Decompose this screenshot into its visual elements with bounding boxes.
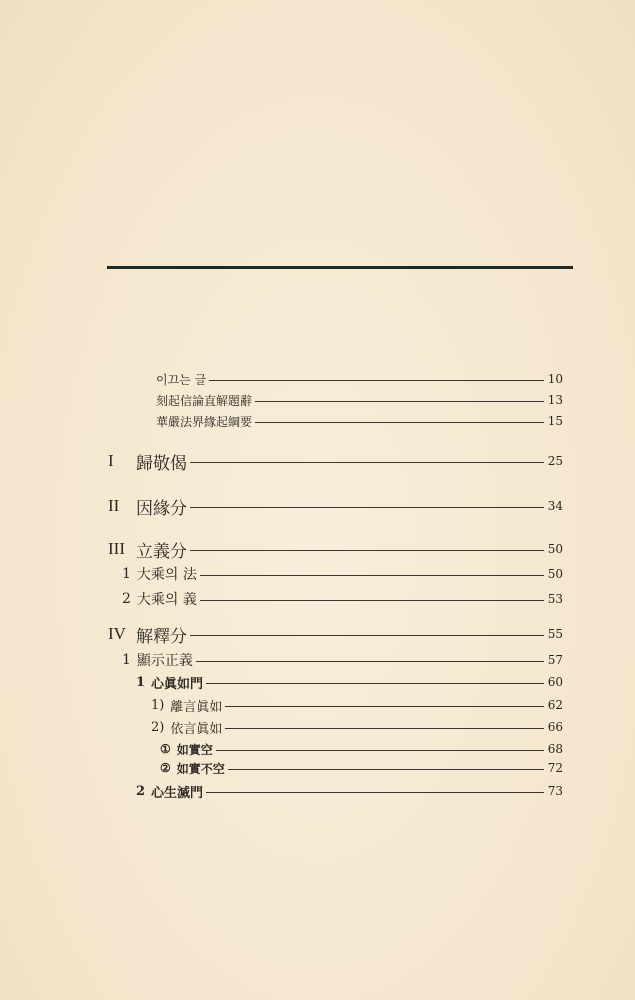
section-number: ①	[160, 742, 171, 756]
section-number: 1	[122, 652, 131, 668]
dot-leader	[190, 507, 544, 508]
dot-leader	[206, 792, 544, 793]
dot-leader	[190, 635, 544, 636]
toc-entry-title: 大乘의 義	[136, 592, 197, 608]
toc-page-number: 50	[547, 542, 563, 556]
toc-entry-4-1-1-2-b[interactable]	[160, 758, 563, 778]
dot-leader	[196, 661, 544, 662]
toc-entry-section-2[interactable]	[108, 494, 563, 518]
toc-entry-title: 如實空	[176, 742, 213, 757]
toc-page-number: 66	[547, 720, 563, 734]
section-number: 2	[122, 591, 131, 607]
toc-page-number: 34	[547, 499, 563, 513]
toc-page-number: 13	[547, 393, 563, 407]
toc-entry-title: 依言眞如	[170, 721, 223, 737]
toc-entry-4-1[interactable]	[122, 650, 563, 670]
toc-entry-title: 立義分	[136, 541, 187, 562]
dot-leader	[255, 401, 544, 402]
toc-page-number: 62	[547, 698, 563, 712]
dot-leader	[255, 422, 544, 423]
dot-leader	[190, 550, 544, 551]
toc-entry-3-2[interactable]	[122, 589, 563, 609]
section-number: 1	[122, 566, 131, 582]
dot-leader	[200, 575, 544, 576]
toc-entry-preface[interactable]	[156, 369, 563, 389]
toc-page-number: 55	[547, 627, 563, 641]
toc-entry-title: 歸敬偈	[136, 453, 187, 474]
toc-page-number: 10	[547, 372, 563, 386]
toc-entry-foreword[interactable]	[156, 390, 563, 410]
dot-leader	[209, 380, 544, 381]
toc-page-number: 50	[547, 567, 563, 581]
toc-entry-title: 顯示正義	[136, 653, 193, 669]
dot-leader	[225, 706, 543, 707]
section-number: 2	[136, 783, 146, 799]
toc-entry-title: 刻起信論直解題辭	[156, 393, 253, 408]
toc-page-number: 68	[547, 742, 563, 756]
toc-entry-section-4[interactable]	[108, 622, 563, 646]
section-number: ②	[160, 761, 171, 775]
section-number: II	[108, 496, 120, 515]
toc-page-number: 53	[547, 592, 563, 606]
toc-entry-section-3[interactable]	[108, 537, 563, 561]
section-number: 1	[136, 674, 146, 690]
dot-leader	[200, 600, 544, 601]
toc-entry-title: 離言眞如	[170, 699, 223, 715]
toc-entry-title: 이끄는 글	[156, 372, 207, 387]
section-number: 2)	[151, 719, 165, 735]
toc-entry-outline[interactable]	[156, 411, 563, 431]
toc-entry-4-1-1-2[interactable]	[151, 717, 563, 737]
toc-entry-section-1[interactable]	[108, 449, 563, 473]
toc-entry-4-1-1-1[interactable]	[151, 695, 563, 715]
section-number: IV	[108, 624, 126, 643]
toc-page-number: 15	[547, 414, 563, 428]
toc-entry-title: 因緣分	[136, 498, 187, 519]
dot-leader	[225, 728, 543, 729]
section-number: 1)	[151, 697, 165, 713]
toc-entry-title: 華嚴法界緣起綱要	[156, 414, 253, 429]
toc-page-number: 25	[547, 454, 563, 468]
dot-leader	[228, 769, 544, 770]
toc-entry-title: 解釋分	[136, 626, 187, 647]
toc-page-number: 60	[547, 675, 563, 689]
toc-entry-4-1-2[interactable]	[136, 781, 563, 801]
toc-entry-4-1-1-2-a[interactable]	[160, 739, 563, 759]
toc-entry-title: 大乘의 法	[136, 567, 197, 583]
toc-page-number: 72	[547, 761, 563, 775]
toc-entry-title: 如實不空	[176, 761, 225, 776]
dot-leader	[190, 462, 544, 463]
toc-entry-title: 心生滅門	[151, 785, 204, 801]
dot-leader	[206, 683, 544, 684]
section-number: I	[108, 451, 114, 470]
toc-page-number: 57	[547, 653, 563, 667]
toc-entry-4-1-1[interactable]	[136, 672, 563, 692]
section-number: III	[108, 539, 125, 558]
toc-page-number: 73	[547, 784, 563, 798]
toc-entry-3-1[interactable]	[122, 564, 563, 584]
dot-leader	[216, 750, 544, 751]
toc-entry-title: 心眞如門	[151, 676, 204, 692]
